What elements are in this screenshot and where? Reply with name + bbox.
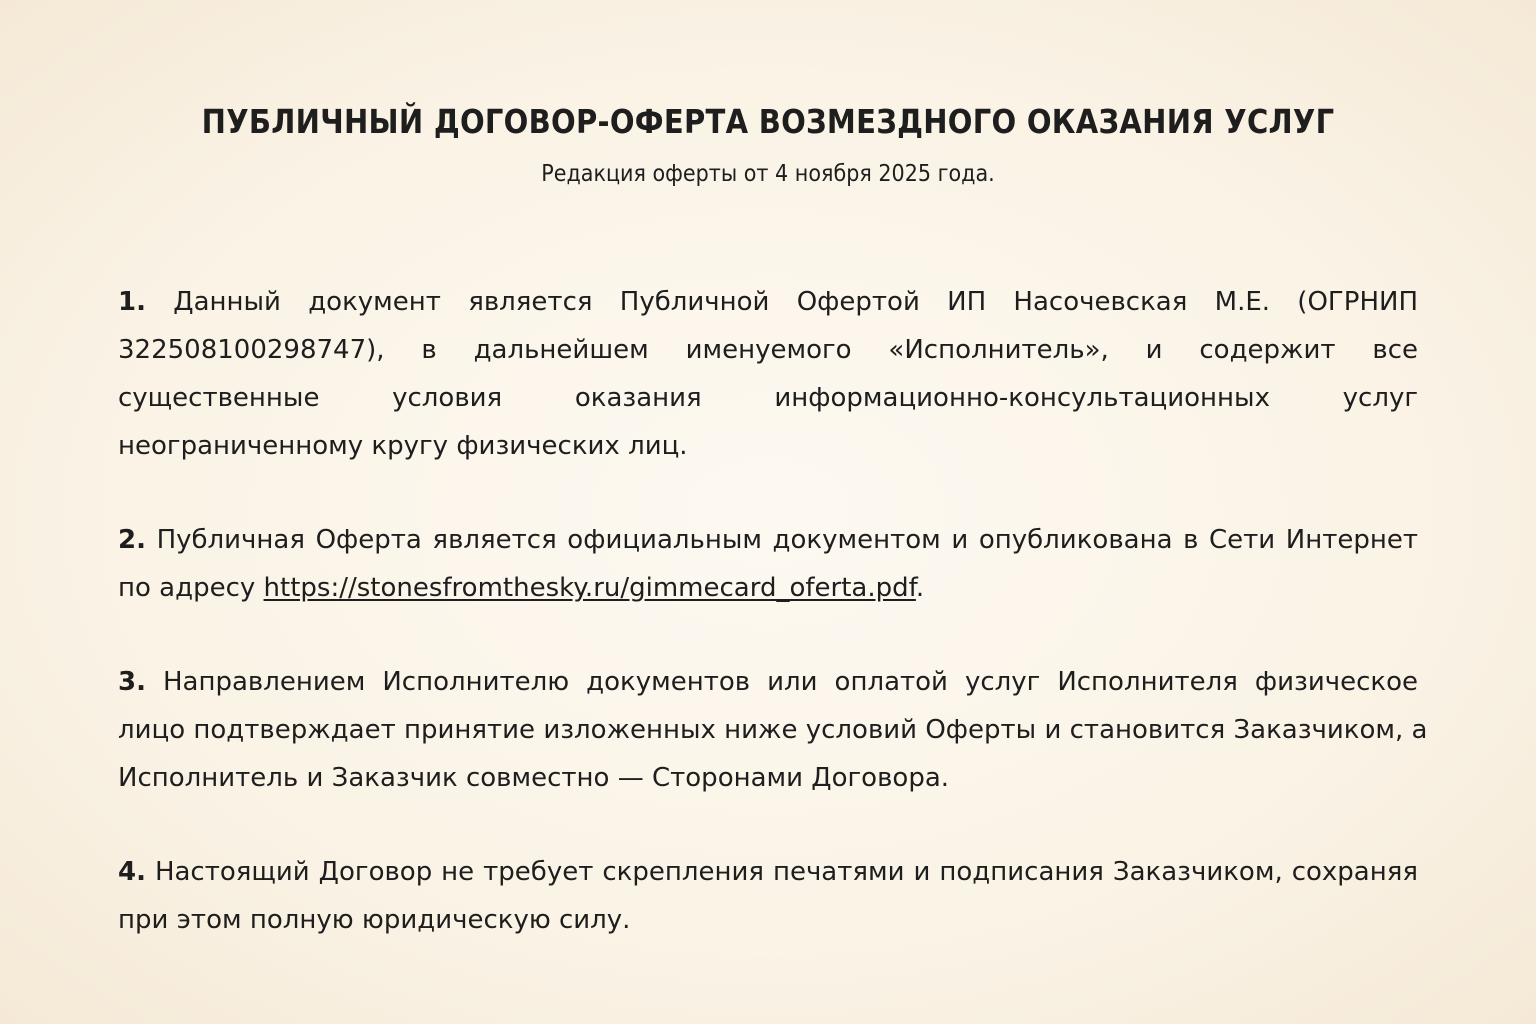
clause-line: Исполнитель и Заказчик совместно — Сторонами Договора. (118, 763, 950, 793)
document-subtitle: Редакция оферты от 4 ноября 2025 года. (541, 161, 995, 187)
clause-line: существенные условия оказания информационно-консультационных услуг (118, 383, 1418, 413)
clause-text: . (915, 573, 925, 603)
clause-number: 1. (118, 287, 146, 317)
clause-4 (118, 848, 1418, 944)
clause-line: 322508100298747), в дальнейшем именуемого «Исполнитель», и содержит все (118, 335, 1418, 365)
clause-number: 4. (118, 857, 146, 887)
oferta-link[interactable]: https://stonesfromthesky.ru/gimmecard_oferta.pdf (263, 573, 916, 603)
clauses-list (118, 278, 1428, 944)
clause-line: при этом полную юридическую силу. (118, 905, 631, 935)
clause-number: 2. (118, 525, 146, 555)
clause-line (118, 278, 1418, 326)
document-title: ПУБЛИЧНЫЙ ДОГОВОР-ОФЕРТА ВОЗМЕЗДНОГО ОКАЗАНИЯ УСЛУГ (201, 102, 1335, 141)
clause-2 (118, 516, 1418, 612)
clause-number: 3. (118, 667, 146, 697)
clause-line (118, 564, 1418, 612)
clause-line (118, 848, 1418, 896)
clause-text: Публичная Оферта является официальным документом и опубликована в Сети Интернет (156, 525, 1419, 555)
clause-3 (118, 658, 1428, 802)
clause-text: по адресу (118, 573, 256, 603)
clause-text: Настоящий Договор не требует скрепления печатями и подписания Заказчиком, сохраняя (154, 857, 1418, 887)
clause-1 (118, 278, 1418, 470)
clause-text: Направлением Исполнителю документов или оплатой услуг Исполнителя физическое (162, 667, 1418, 697)
clause-line: неограниченному кругу физических лиц. (118, 431, 688, 461)
clause-line (118, 516, 1418, 564)
clause-line: лицо подтверждает принятие изложенных ниже условий Оферты и становится Заказчиком, а (118, 715, 1428, 745)
clause-text: Данный документ является Публичной Офертой ИП Насочевская М.Е. (ОГРНИП (173, 287, 1418, 317)
clause-line (118, 658, 1418, 706)
